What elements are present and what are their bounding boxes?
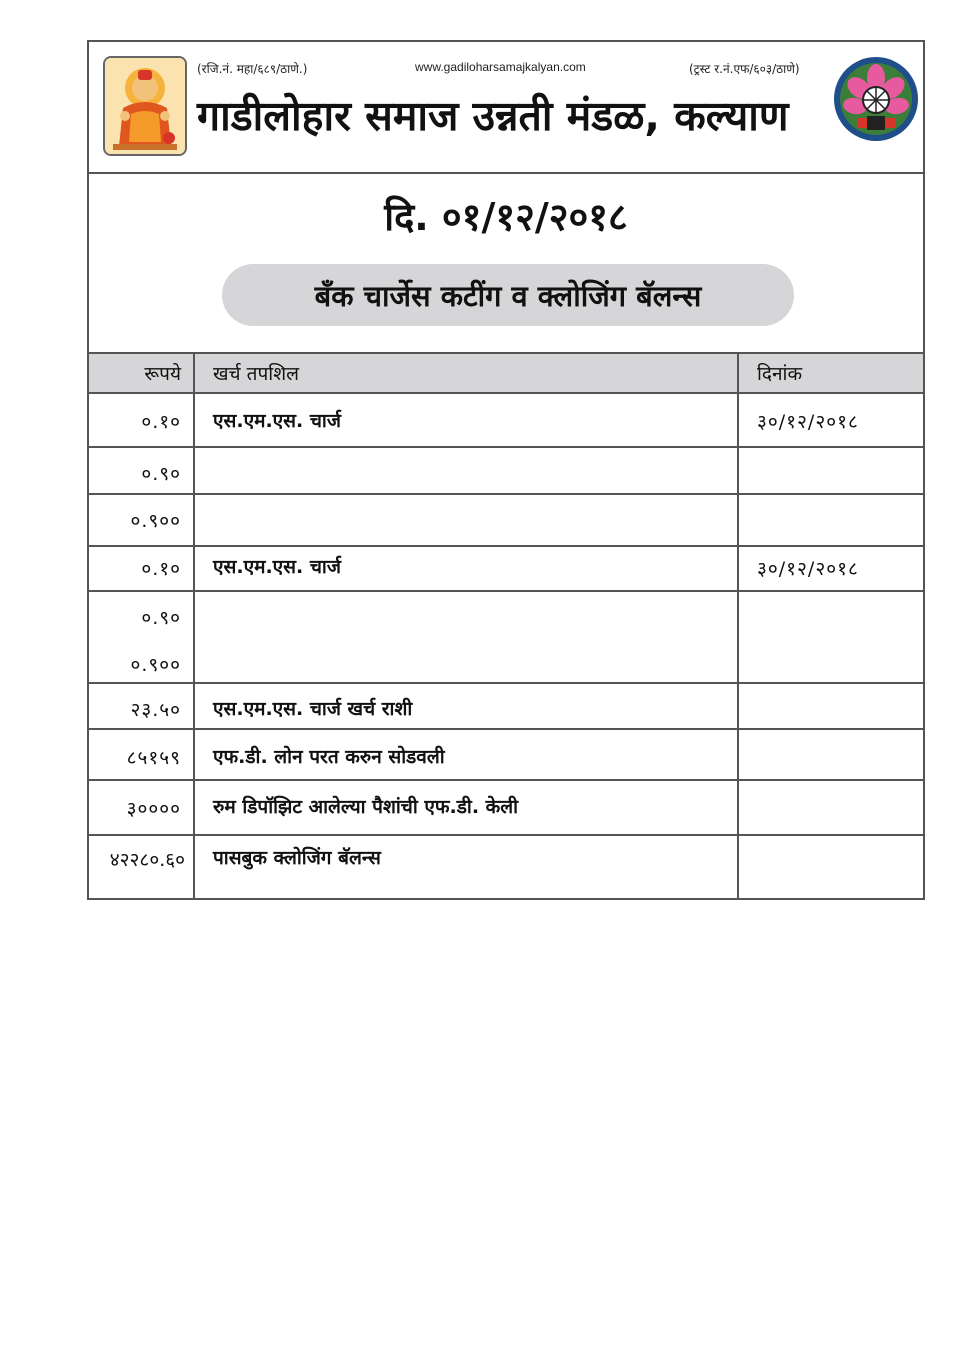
subtitle-banner <box>222 264 794 326</box>
amount-value: ४२२८०.६० <box>109 849 185 871</box>
table-row <box>89 730 923 781</box>
date-value <box>739 730 923 779</box>
details-value: एस.एम.एस. चार्ज <box>195 547 739 590</box>
table-row <box>89 592 923 684</box>
lotus-wheel-emblem-icon <box>833 56 919 142</box>
table-row <box>89 448 923 495</box>
date-value <box>739 592 923 682</box>
details-value <box>195 592 739 682</box>
amount-value: २३.५० <box>130 699 181 721</box>
registration-number: (रजि.नं. महा/६८९/ठाणे.) <box>197 62 308 76</box>
table-row <box>89 836 923 900</box>
date-value: ३०/१२/२०१८ <box>757 411 859 433</box>
details-value: एफ.डी. लोन परत करुन सोडवली <box>195 730 739 779</box>
subtitle-text: बँक चार्जेस कटींग व क्लोजिंग बॅलन्स <box>314 278 702 313</box>
table-row <box>89 781 923 836</box>
table-row <box>89 547 923 592</box>
document-date: दि. ०१/१२/२०१८ <box>384 195 628 239</box>
details-value: रुम डिपॉझिट आलेल्या पैशांची एफ.डी. केली <box>195 781 739 834</box>
details-value: पासबुक क्लोजिंग बॅलन्स <box>195 836 739 900</box>
date-value <box>739 684 923 728</box>
date-value <box>739 495 923 545</box>
amount-value: ०.१० <box>141 558 181 580</box>
table-row <box>89 684 923 730</box>
header-date: दिनांक <box>757 363 803 385</box>
date-value <box>739 781 923 834</box>
amount-value: ०.९० <box>141 463 181 485</box>
amount-value: ०.९०० <box>130 654 181 676</box>
trust-registration-number: (ट्रस्ट र.नं.एफ/६०३/ठाणे) <box>689 62 800 76</box>
details-value: एस.एम.एस. चार्ज <box>195 394 739 446</box>
table-header-row <box>89 354 923 394</box>
details-value <box>195 448 739 493</box>
expense-table <box>89 352 923 900</box>
deity-illustration-icon <box>103 56 187 156</box>
amount-value: ०.९०० <box>130 510 181 532</box>
details-value <box>195 495 739 545</box>
website-link[interactable]: www.gadiloharsamajkalyan.com <box>415 60 586 74</box>
date-value <box>739 836 923 900</box>
letterhead <box>89 42 923 174</box>
table-row <box>89 394 923 448</box>
table-row <box>89 495 923 547</box>
header-details: खर्च तपशिल <box>195 354 739 392</box>
amount-value: ०.१० <box>141 411 181 433</box>
document-sheet <box>87 40 925 900</box>
amount-value: ०.९० <box>141 607 181 629</box>
details-value: एस.एम.एस. चार्ज खर्च राशी <box>195 684 739 728</box>
date-value <box>739 448 923 493</box>
date-value: ३०/१२/२०१८ <box>757 558 859 580</box>
header-amount: रूपये <box>89 354 195 392</box>
amount-value: ८५१५९ <box>126 747 181 769</box>
amount-value: ३०००० <box>126 798 181 820</box>
organization-name: गाडीलोहार समाज उन्नती मंडळ, कल्याण <box>197 92 789 140</box>
